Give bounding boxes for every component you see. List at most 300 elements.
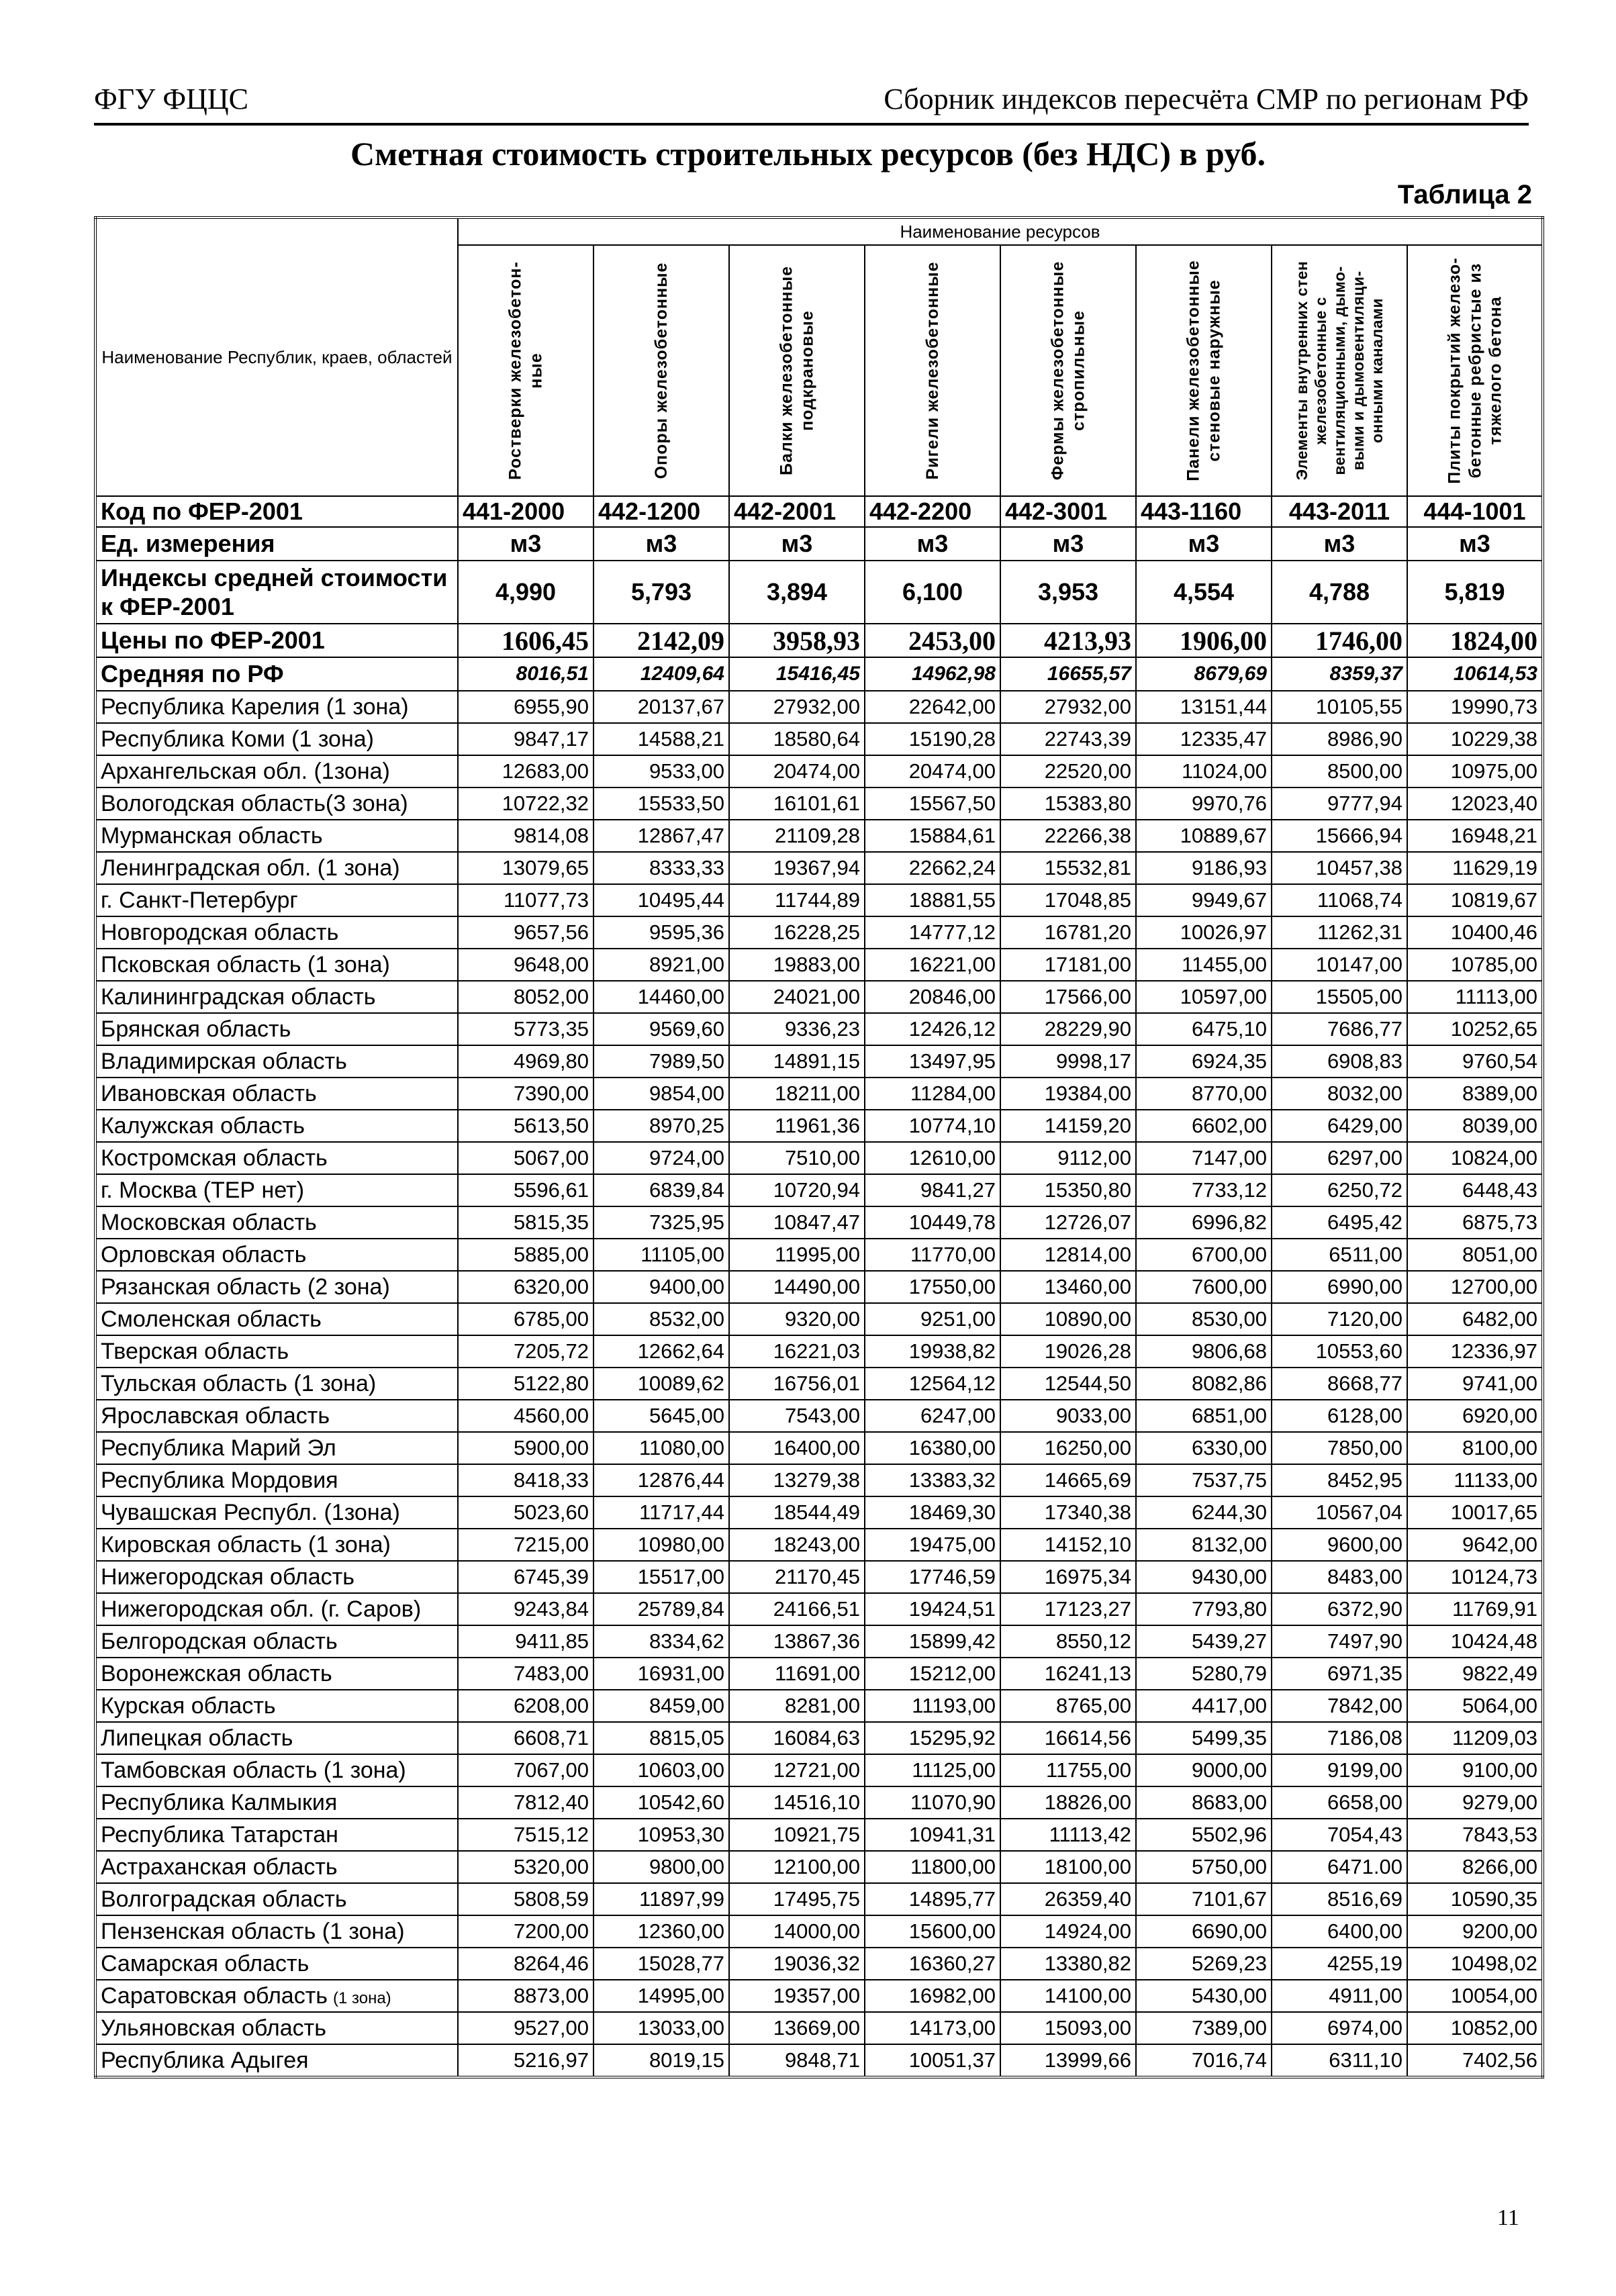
price-cell: 13383,32 bbox=[865, 1464, 1000, 1496]
price-cell: 6908,83 bbox=[1272, 1045, 1407, 1078]
region-name-text: Волгоградская область bbox=[101, 1886, 347, 1912]
page-number: 11 bbox=[1497, 2205, 1519, 2230]
price-cell: 7389,00 bbox=[1136, 2012, 1272, 2044]
row-label: Средняя по РФ bbox=[95, 657, 458, 691]
price-cell: 11800,00 bbox=[865, 1851, 1000, 1883]
price-cell: 16221,00 bbox=[865, 949, 1000, 981]
price-cell: 19475,00 bbox=[865, 1529, 1000, 1561]
price-cell: 10889,67 bbox=[1136, 820, 1272, 852]
price-cell: 13151,44 bbox=[1136, 691, 1272, 723]
price-cell: 14665,69 bbox=[1000, 1464, 1136, 1496]
price-cell: 8815,05 bbox=[593, 1722, 729, 1754]
price-cell: 14891,15 bbox=[729, 1045, 865, 1078]
cell: 4,788 bbox=[1272, 561, 1407, 624]
price-cell: 5750,00 bbox=[1136, 1851, 1272, 1883]
price-cell: 17181,00 bbox=[1000, 949, 1136, 981]
price-cell: 11262,31 bbox=[1272, 916, 1407, 949]
price-cell: 25789,84 bbox=[593, 1593, 729, 1625]
region-name-text: Республика Марий Эл bbox=[101, 1435, 336, 1461]
price-cell: 6851,00 bbox=[1136, 1400, 1272, 1432]
price-cell: 10890,00 bbox=[1000, 1303, 1136, 1335]
price-cell: 13033,00 bbox=[593, 2012, 729, 2044]
price-cell: 27932,00 bbox=[1000, 691, 1136, 723]
price-cell: 15517,00 bbox=[593, 1561, 729, 1593]
price-cell: 10424,48 bbox=[1407, 1625, 1543, 1658]
price-cell: 11769,91 bbox=[1407, 1593, 1543, 1625]
price-cell: 10975,00 bbox=[1407, 755, 1543, 787]
price-cell: 13669,00 bbox=[729, 2012, 865, 2044]
price-cell: 6429,00 bbox=[1272, 1110, 1407, 1142]
region-name bbox=[95, 1529, 458, 1561]
price-cell: 5280,79 bbox=[1136, 1658, 1272, 1690]
region-name-text: Нижегородская обл. (г. Саров) bbox=[101, 1596, 422, 1622]
price-cell: 12023,40 bbox=[1407, 787, 1543, 820]
price-cell: 7205,72 bbox=[458, 1335, 593, 1368]
cell: 442-2200 bbox=[865, 496, 1000, 527]
price-cell: 14173,00 bbox=[865, 2012, 1000, 2044]
price-cell: 9336,23 bbox=[729, 1013, 865, 1045]
price-cell: 21109,28 bbox=[729, 820, 865, 852]
price-cell: 9642,00 bbox=[1407, 1529, 1543, 1561]
price-cell: 15666,94 bbox=[1272, 820, 1407, 852]
region-name bbox=[95, 1625, 458, 1658]
table-row bbox=[95, 691, 1543, 723]
table-row bbox=[95, 1561, 1543, 1593]
cell: 8679,69 bbox=[1136, 657, 1272, 691]
price-cell: 11691,00 bbox=[729, 1658, 865, 1690]
region-name bbox=[95, 1400, 458, 1432]
region-name bbox=[95, 1239, 458, 1271]
price-cell: 18100,00 bbox=[1000, 1851, 1136, 1883]
table-row bbox=[95, 1786, 1543, 1819]
region-name-text: Республика Татарстан bbox=[101, 1821, 338, 1848]
price-cell: 9430,00 bbox=[1136, 1561, 1272, 1593]
column-header: Ригели железобетонные bbox=[865, 245, 1000, 496]
cell: 443-2011 bbox=[1272, 496, 1407, 527]
table-row bbox=[95, 1819, 1543, 1851]
price-cell: 11080,00 bbox=[593, 1432, 729, 1464]
rf-average-row bbox=[95, 657, 1543, 691]
price-cell: 19036,32 bbox=[729, 1948, 865, 1980]
price-cell: 10229,38 bbox=[1407, 723, 1543, 755]
price-cell: 9800,00 bbox=[593, 1851, 729, 1883]
price-cell: 12726,07 bbox=[1000, 1206, 1136, 1239]
table-row bbox=[95, 1335, 1543, 1368]
price-cell: 9724,00 bbox=[593, 1142, 729, 1174]
price-cell: 7054,43 bbox=[1272, 1819, 1407, 1851]
price-cell: 16975,34 bbox=[1000, 1561, 1136, 1593]
table-row bbox=[95, 1432, 1543, 1464]
price-cell: 7215,00 bbox=[458, 1529, 593, 1561]
region-name-text: Мурманская область bbox=[101, 822, 323, 849]
price-cell: 8132,00 bbox=[1136, 1529, 1272, 1561]
region-name bbox=[95, 1045, 458, 1078]
table-row bbox=[95, 852, 1543, 884]
price-cell: 9847,17 bbox=[458, 723, 593, 755]
table-row bbox=[95, 1754, 1543, 1786]
table-row bbox=[95, 1045, 1543, 1078]
cell: 442-3001 bbox=[1000, 496, 1136, 527]
region-name bbox=[95, 1174, 458, 1206]
price-cell: 8986,90 bbox=[1272, 723, 1407, 755]
price-cell: 12867,47 bbox=[593, 820, 729, 852]
price-cell: 20137,67 bbox=[593, 691, 729, 723]
price-cell: 5216,97 bbox=[458, 2044, 593, 2077]
region-name bbox=[95, 1142, 458, 1174]
price-cell: 16756,01 bbox=[729, 1368, 865, 1400]
region-name-text: Тверская область bbox=[101, 1338, 289, 1364]
table-row bbox=[95, 1883, 1543, 1915]
price-cell: 9411,85 bbox=[458, 1625, 593, 1658]
region-name bbox=[95, 1335, 458, 1368]
cell: 10614,53 bbox=[1407, 657, 1543, 691]
price-cell: 10498,02 bbox=[1407, 1948, 1543, 1980]
column-header: Элементы внутренних стен железобетонные с вентиляционными, дымо-выми и дымовентиляци-онными каналами bbox=[1272, 245, 1407, 496]
price-cell: 10553,60 bbox=[1272, 1335, 1407, 1368]
price-cell: 19990,73 bbox=[1407, 691, 1543, 723]
price-cell: 12700,00 bbox=[1407, 1271, 1543, 1303]
price-cell: 5122,80 bbox=[458, 1368, 593, 1400]
price-cell: 10785,00 bbox=[1407, 949, 1543, 981]
region-name-text: Ярославская область bbox=[101, 1402, 330, 1429]
region-name-text: Нижегородская область bbox=[101, 1564, 354, 1590]
region-name bbox=[95, 884, 458, 916]
region-name-text: Республика Коми (1 зона) bbox=[101, 726, 374, 752]
price-cell: 8019,15 bbox=[593, 2044, 729, 2077]
price-cell: 13279,38 bbox=[729, 1464, 865, 1496]
table-row bbox=[95, 1722, 1543, 1754]
region-name bbox=[95, 755, 458, 787]
price-cell: 6955,90 bbox=[458, 691, 593, 723]
price-cell: 4255,19 bbox=[1272, 1948, 1407, 1980]
price-cell: 6971,35 bbox=[1272, 1658, 1407, 1690]
cell: 5,793 bbox=[593, 561, 729, 624]
price-cell: 8039,00 bbox=[1407, 1110, 1543, 1142]
price-cell: 11744,89 bbox=[729, 884, 865, 916]
price-cell: 7686,77 bbox=[1272, 1013, 1407, 1045]
price-cell: 4417,00 bbox=[1136, 1690, 1272, 1722]
price-cell: 17550,00 bbox=[865, 1271, 1000, 1303]
price-cell: 16931,00 bbox=[593, 1658, 729, 1690]
cell: 443-1160 bbox=[1136, 496, 1272, 527]
resource-cost-table bbox=[94, 216, 1544, 2078]
region-name bbox=[95, 1496, 458, 1529]
price-cell: 8051,00 bbox=[1407, 1239, 1543, 1271]
region-name-text: Калужская область bbox=[101, 1112, 305, 1139]
unit-row bbox=[95, 527, 1543, 561]
price-cell: 19883,00 bbox=[729, 949, 865, 981]
cell: 444-1001 bbox=[1407, 496, 1543, 527]
price-cell: 17123,27 bbox=[1000, 1593, 1136, 1625]
price-cell: 13999,66 bbox=[1000, 2044, 1136, 2077]
price-cell: 8100,00 bbox=[1407, 1432, 1543, 1464]
price-cell: 5023,60 bbox=[458, 1496, 593, 1529]
table-row bbox=[95, 1464, 1543, 1496]
price-cell: 22662,24 bbox=[865, 852, 1000, 884]
price-cell: 14000,00 bbox=[729, 1915, 865, 1948]
price-cell: 8459,00 bbox=[593, 1690, 729, 1722]
price-cell: 14995,00 bbox=[593, 1980, 729, 2012]
region-name bbox=[95, 1432, 458, 1464]
price-cell: 11209,03 bbox=[1407, 1722, 1543, 1754]
cell: 1906,00 bbox=[1136, 624, 1272, 657]
table-row bbox=[95, 1915, 1543, 1948]
price-cell: 6247,00 bbox=[865, 1400, 1000, 1432]
price-cell: 16101,61 bbox=[729, 787, 865, 820]
price-cell: 20474,00 bbox=[865, 755, 1000, 787]
region-name bbox=[95, 1722, 458, 1754]
price-cell: 6448,43 bbox=[1407, 1174, 1543, 1206]
region-name-text: Псковская область (1 зона) bbox=[101, 951, 390, 977]
cell: 16655,57 bbox=[1000, 657, 1136, 691]
price-cell: 5064,00 bbox=[1407, 1690, 1543, 1722]
price-cell: 16221,03 bbox=[729, 1335, 865, 1368]
price-cell: 7067,00 bbox=[458, 1754, 593, 1786]
price-cell: 7186,08 bbox=[1272, 1722, 1407, 1754]
price-cell: 14777,12 bbox=[865, 916, 1000, 949]
cell: 8016,51 bbox=[458, 657, 593, 691]
price-cell: 7483,00 bbox=[458, 1658, 593, 1690]
price-cell: 5269,23 bbox=[1136, 1948, 1272, 1980]
price-cell: 22743,39 bbox=[1000, 723, 1136, 755]
price-cell: 11897,99 bbox=[593, 1883, 729, 1915]
price-cell: 6996,82 bbox=[1136, 1206, 1272, 1239]
price-cell: 6602,00 bbox=[1136, 1110, 1272, 1142]
price-cell: 8516,69 bbox=[1272, 1883, 1407, 1915]
table-row bbox=[95, 884, 1543, 916]
table-row bbox=[95, 1271, 1543, 1303]
region-name-text: Липецкая область bbox=[101, 1725, 293, 1751]
price-cell: 9100,00 bbox=[1407, 1754, 1543, 1786]
price-cell: 9243,84 bbox=[458, 1593, 593, 1625]
price-cell: 13460,00 bbox=[1000, 1271, 1136, 1303]
price-cell: 10105,55 bbox=[1272, 691, 1407, 723]
price-cell: 6208,00 bbox=[458, 1690, 593, 1722]
price-cell: 9112,00 bbox=[1000, 1142, 1136, 1174]
price-cell: 16360,27 bbox=[865, 1948, 1000, 1980]
price-cell: 7101,67 bbox=[1136, 1883, 1272, 1915]
cell: 4,990 bbox=[458, 561, 593, 624]
price-cell: 9949,67 bbox=[1136, 884, 1272, 916]
price-cell: 15567,50 bbox=[865, 787, 1000, 820]
region-name-text: Ленинградская обл. (1 зона) bbox=[101, 855, 400, 881]
price-cell: 10051,37 bbox=[865, 2044, 1000, 2077]
price-cell: 8765,00 bbox=[1000, 1690, 1136, 1722]
price-cell: 4969,80 bbox=[458, 1045, 593, 1078]
price-cell: 10847,47 bbox=[729, 1206, 865, 1239]
price-cell: 18826,00 bbox=[1000, 1786, 1136, 1819]
region-name-text: Тульская область (1 зона) bbox=[101, 1370, 377, 1396]
region-name bbox=[95, 1206, 458, 1239]
table-row bbox=[95, 1303, 1543, 1335]
price-cell: 16781,20 bbox=[1000, 916, 1136, 949]
price-cell: 5808,59 bbox=[458, 1883, 593, 1915]
price-cell: 8530,00 bbox=[1136, 1303, 1272, 1335]
price-cell: 6875,73 bbox=[1407, 1206, 1543, 1239]
price-cell: 14100,00 bbox=[1000, 1980, 1136, 2012]
region-name-text: Республика Карелия (1 зона) bbox=[101, 693, 409, 720]
price-cell: 11455,00 bbox=[1136, 949, 1272, 981]
region-name-text: г. Санкт-Петербург bbox=[101, 887, 298, 913]
price-cell: 7147,00 bbox=[1136, 1142, 1272, 1174]
region-name bbox=[95, 1980, 458, 2012]
price-cell: 6974,00 bbox=[1272, 2012, 1407, 2044]
table-row bbox=[95, 1013, 1543, 1045]
price-cell: 10824,00 bbox=[1407, 1142, 1543, 1174]
price-cell: 6244,30 bbox=[1136, 1496, 1272, 1529]
price-cell: 9657,56 bbox=[458, 916, 593, 949]
price-cell: 12544,50 bbox=[1000, 1368, 1136, 1400]
header-divider bbox=[94, 123, 1529, 126]
price-cell: 5815,35 bbox=[458, 1206, 593, 1239]
cell: 15416,45 bbox=[729, 657, 865, 691]
price-cell: 5067,00 bbox=[458, 1142, 593, 1174]
price-cell: 14516,10 bbox=[729, 1786, 865, 1819]
price-cell: 7120,00 bbox=[1272, 1303, 1407, 1335]
price-cell: 22520,00 bbox=[1000, 755, 1136, 787]
cell: м3 bbox=[1272, 527, 1407, 561]
price-cell: 6475,10 bbox=[1136, 1013, 1272, 1045]
region-name bbox=[95, 1851, 458, 1883]
table-row bbox=[95, 1851, 1543, 1883]
price-cell: 7843,53 bbox=[1407, 1819, 1543, 1851]
price-cell: 12721,00 bbox=[729, 1754, 865, 1786]
price-cell: 9822,49 bbox=[1407, 1658, 1543, 1690]
row-label: Ед. измерения bbox=[95, 527, 458, 561]
table-row bbox=[95, 2012, 1543, 2044]
price-cell: 8550,12 bbox=[1000, 1625, 1136, 1658]
cell: 442-2001 bbox=[729, 496, 865, 527]
price-cell: 10089,62 bbox=[593, 1368, 729, 1400]
cell: 3,953 bbox=[1000, 561, 1136, 624]
price-cell: 5885,00 bbox=[458, 1239, 593, 1271]
price-cell: 24021,00 bbox=[729, 981, 865, 1013]
price-cell: 12564,12 bbox=[865, 1368, 1000, 1400]
price-cell: 11113,42 bbox=[1000, 1819, 1136, 1851]
price-cell: 8389,00 bbox=[1407, 1078, 1543, 1110]
price-cell: 9648,00 bbox=[458, 949, 593, 981]
region-name bbox=[95, 1948, 458, 1980]
table-row bbox=[95, 2044, 1543, 2077]
price-cell: 8532,00 bbox=[593, 1303, 729, 1335]
region-name-text: Белгородская область bbox=[101, 1628, 338, 1654]
price-cell: 6372,90 bbox=[1272, 1593, 1407, 1625]
column-header: Фермы железобетонные стропильные bbox=[1000, 245, 1136, 496]
region-name bbox=[95, 1819, 458, 1851]
region-name bbox=[95, 1303, 458, 1335]
region-column-header: Наименование Республик, краев, областей bbox=[95, 218, 458, 496]
table-row bbox=[95, 1625, 1543, 1658]
price-cell: 6745,39 bbox=[458, 1561, 593, 1593]
region-name bbox=[95, 1658, 458, 1690]
price-cell: 27932,00 bbox=[729, 691, 865, 723]
cell: 3,894 bbox=[729, 561, 865, 624]
region-name bbox=[95, 949, 458, 981]
price-cell: 6511,00 bbox=[1272, 1239, 1407, 1271]
table-row bbox=[95, 1496, 1543, 1529]
publisher-name: ФГУ ФЦЦС bbox=[94, 83, 249, 115]
price-cell: 6700,00 bbox=[1136, 1239, 1272, 1271]
price-cell: 6608,71 bbox=[458, 1722, 593, 1754]
price-cell: 14460,00 bbox=[593, 981, 729, 1013]
table-row bbox=[95, 1529, 1543, 1561]
region-name-text: Астраханская область bbox=[101, 1854, 338, 1880]
price-cell: 9527,00 bbox=[458, 2012, 593, 2044]
price-cell: 10819,67 bbox=[1407, 884, 1543, 916]
region-name-text: Тамбовская область (1 зона) bbox=[101, 1757, 406, 1783]
region-name bbox=[95, 1690, 458, 1722]
price-cell: 10603,00 bbox=[593, 1754, 729, 1786]
cell: 2142,09 bbox=[593, 624, 729, 657]
price-cell: 9970,76 bbox=[1136, 787, 1272, 820]
price-cell: 9533,00 bbox=[593, 755, 729, 787]
region-name-text: Республика Мордовия bbox=[101, 1467, 338, 1493]
region-name-text: Владимирская область bbox=[101, 1048, 347, 1074]
price-cell: 6482,00 bbox=[1407, 1303, 1543, 1335]
region-name bbox=[95, 1271, 458, 1303]
region-name bbox=[95, 820, 458, 852]
price-cell: 12876,44 bbox=[593, 1464, 729, 1496]
price-cell: 28229,90 bbox=[1000, 1013, 1136, 1045]
price-cell: 20846,00 bbox=[865, 981, 1000, 1013]
row-label: Код по ФЕР-2001 bbox=[95, 496, 458, 527]
price-cell: 10980,00 bbox=[593, 1529, 729, 1561]
price-cell: 14159,20 bbox=[1000, 1110, 1136, 1142]
cell: 5,819 bbox=[1407, 561, 1543, 624]
price-cell: 10017,65 bbox=[1407, 1496, 1543, 1529]
region-name-text: г. Москва (ТЕР нет) bbox=[101, 1177, 305, 1203]
price-cell: 13079,65 bbox=[458, 852, 593, 884]
region-name bbox=[95, 1078, 458, 1110]
price-cell: 18544,49 bbox=[729, 1496, 865, 1529]
cell: 14962,98 bbox=[865, 657, 1000, 691]
price-cell: 24166,51 bbox=[729, 1593, 865, 1625]
region-name-text: Смоленская область bbox=[101, 1306, 322, 1332]
region-name bbox=[95, 723, 458, 755]
price-cell: 8668,77 bbox=[1272, 1368, 1407, 1400]
price-cell: 6990,00 bbox=[1272, 1271, 1407, 1303]
price-cell: 15295,92 bbox=[865, 1722, 1000, 1754]
region-name-text: Самарская область bbox=[101, 1950, 310, 1976]
price-cell: 7200,00 bbox=[458, 1915, 593, 1948]
price-cell: 13380,82 bbox=[1000, 1948, 1136, 1980]
price-cell: 15600,00 bbox=[865, 1915, 1000, 1948]
region-name-text: Республика Калмыкия bbox=[101, 1789, 338, 1815]
fer-price-row bbox=[95, 624, 1543, 657]
price-cell: 8281,00 bbox=[729, 1690, 865, 1722]
price-cell: 7510,00 bbox=[729, 1142, 865, 1174]
price-cell: 10124,73 bbox=[1407, 1561, 1543, 1593]
price-cell: 18881,55 bbox=[865, 884, 1000, 916]
table-row bbox=[95, 1593, 1543, 1625]
price-cell: 17495,75 bbox=[729, 1883, 865, 1915]
price-cell: 11024,00 bbox=[1136, 755, 1272, 787]
price-cell: 9033,00 bbox=[1000, 1400, 1136, 1432]
price-cell: 9600,00 bbox=[1272, 1529, 1407, 1561]
price-cell: 10542,60 bbox=[593, 1786, 729, 1819]
price-cell: 11068,74 bbox=[1272, 884, 1407, 916]
price-cell: 19938,82 bbox=[865, 1335, 1000, 1368]
table-row bbox=[95, 1142, 1543, 1174]
price-cell: 10720,94 bbox=[729, 1174, 865, 1206]
cell: 1606,45 bbox=[458, 624, 593, 657]
region-name-text: Пензенская область (1 зона) bbox=[101, 1918, 405, 1944]
price-cell: 18211,00 bbox=[729, 1078, 865, 1110]
price-cell: 14490,00 bbox=[729, 1271, 865, 1303]
price-cell: 19424,51 bbox=[865, 1593, 1000, 1625]
price-cell: 9814,08 bbox=[458, 820, 593, 852]
price-cell: 5439,27 bbox=[1136, 1625, 1272, 1658]
